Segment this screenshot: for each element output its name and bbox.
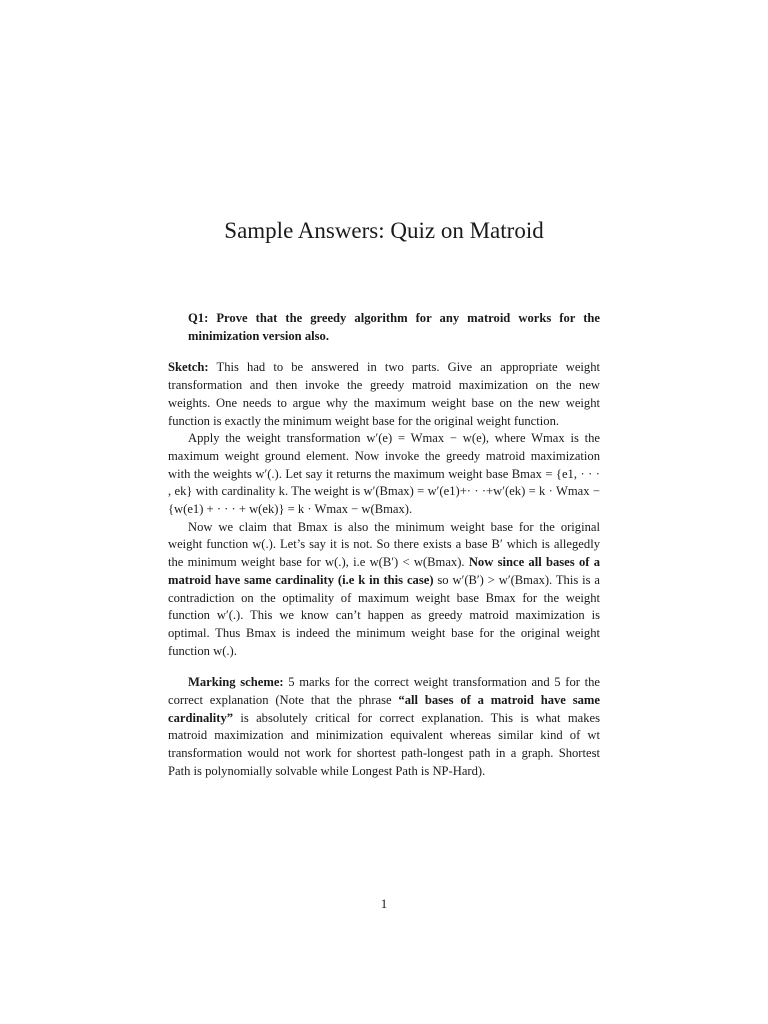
sketch-paragraph	[168, 359, 600, 430]
sketch-text: This had to be answered in two parts. Give an appropriate weight transformation and then invoke the greedy matroid maximization on the new weights. One needs to argue why the maximum weight base on the new weight function is exactly the minimum weight base for the original weight function.	[168, 360, 600, 428]
question-text: Q1: Prove that the greedy algorithm for any matroid works for the minimization version also.	[188, 311, 600, 343]
transformation-paragraph: Apply the weight transformation w′(e) = Wmax − w(e), where Wmax is the maximum weight ground element. Now invoke the greedy matroid maximization with the weights w′(.). Let say it returns the maximum weight base Bmax = {e1, · · · , ek} with cardinality k. The weight is w′(Bmax) = w′(e1)+· · ·+w′(ek) = k · Wmax − {w(e1) + · · · + w(ek)} = k · Wmax − w(Bmax).	[168, 431, 600, 517]
marking-emphasis: “all bases of a matroid have same cardinality”	[168, 693, 600, 725]
marking-text-2: is absolutely critical for correct explanation. This is what makes matroid maximization and minimization equivalent whereas similar kind of wt transformation would not work for shortest path-longest path in a graph. Shortest Path is polynomially solvable while Longest Path is NP-Hard).	[168, 710, 600, 778]
marking-label: Marking scheme:	[188, 675, 284, 690]
page-title: Sample Answers: Quiz on Matroid	[224, 218, 544, 244]
claim-paragraph	[168, 519, 600, 661]
marking-text-1: 5 marks for the correct weight transformation and 5 for the correct explanation (Note that the phrase	[168, 675, 600, 708]
page-number: 1	[380, 896, 388, 911]
claim-text-1: Now we claim that Bmax is also the minimum weight base for the original weight function w(.). Let’s say it is not. So there exists a base B′ which is allegedly the minimum weight base for w(.), i.e w(B′) < w(Bmax).	[168, 519, 600, 570]
claim-text-2: so w′(B′) > w′(Bmax). This is a contradiction on the optimality of maximum weight base Bmax for the weight function w′(.). This we know can’t happen as greedy matroid maximization is optimal. Thus Bmax is indeed the minimum weight base for the original weight function w(.).	[168, 572, 600, 658]
claim-emphasis: Now since all bases of a matroid have same cardinality (i.e k in this case)	[168, 555, 600, 587]
marking-paragraph	[168, 674, 600, 780]
sketch-label: Sketch:	[168, 360, 209, 375]
answer-body	[168, 310, 600, 781]
